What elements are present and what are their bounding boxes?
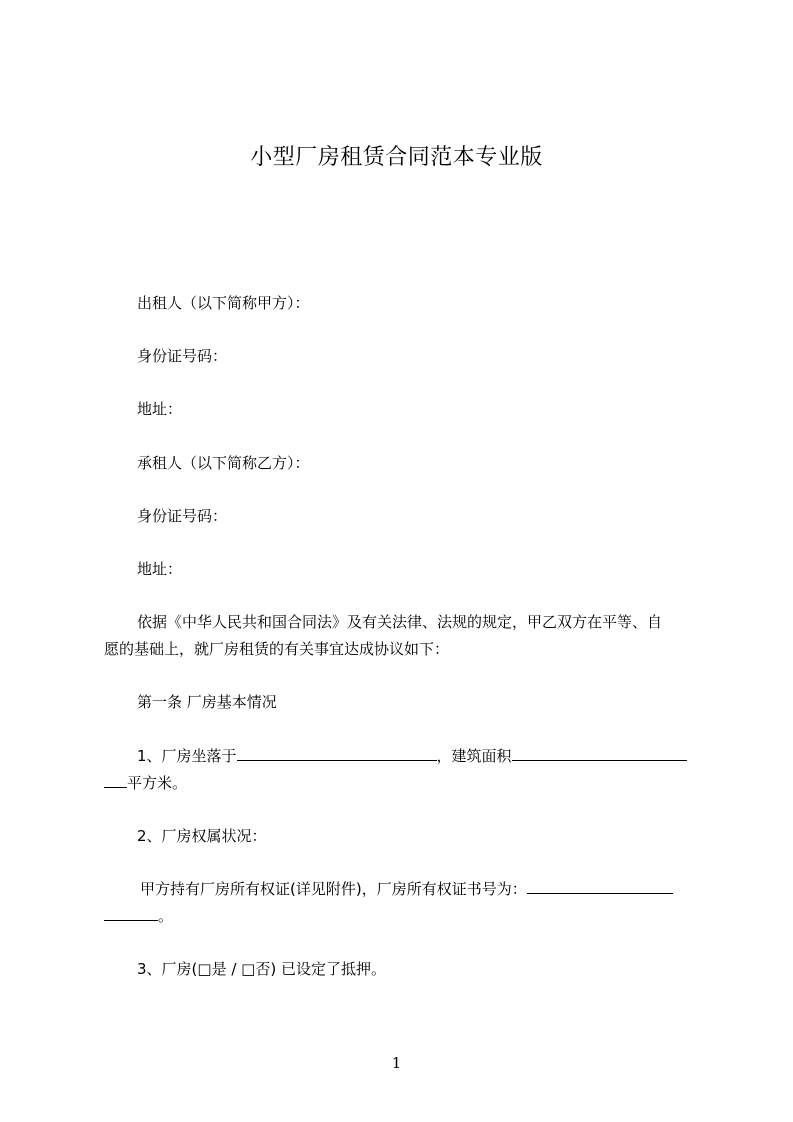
certificate-number-blank-continued[interactable] [104, 906, 158, 921]
intro-paragraph-line-2: 愿的基础上，就厂房租赁的有关事宜达成协议如下： [104, 640, 450, 658]
lessee-id-field: 身份证号码： [137, 507, 228, 525]
item-1-line-2 [104, 772, 187, 794]
item-1-area-label: ，建筑面积 [436, 747, 512, 765]
certificate-number-blank[interactable] [527, 879, 673, 894]
item-3-mortgage: 3、厂房(□是 / □否) 已设定了抵押。 [137, 960, 386, 978]
item-2-text: 甲方持有厂房所有权证(详见附件)，厂房所有权证书号为： [140, 880, 527, 898]
item-1-location-label: 1、厂房坐落于 [137, 747, 237, 765]
item-1-line-1 [137, 745, 687, 767]
item-2-line-2 [104, 905, 173, 927]
lessee-field: 承租人（以下简称乙方）： [137, 454, 310, 472]
lessor-address-field: 地址： [137, 400, 183, 418]
item-2-heading: 2、厂房权属状况： [137, 827, 267, 845]
lessor-id-field: 身份证号码： [137, 347, 228, 365]
lessor-field: 出租人（以下简称甲方）： [137, 294, 310, 312]
item-2-end: 。 [158, 907, 174, 925]
item-2-line-1 [140, 878, 673, 900]
area-blank[interactable] [512, 746, 687, 761]
article-1-heading: 第一条 厂房基本情况 [137, 693, 277, 711]
location-blank[interactable] [237, 746, 437, 761]
document-title: 小型厂房租赁合同范本专业版 [250, 145, 543, 170]
area-blank-continued[interactable] [104, 773, 127, 788]
intro-paragraph-line-1: 依据《中华人民共和国合同法》及有关法律、法规的规定，甲乙双方在平等、自 [137, 613, 663, 631]
page-number: 1 [391, 1054, 402, 1072]
item-1-unit: 平方米。 [127, 774, 188, 792]
lessee-address-field: 地址： [137, 560, 183, 578]
